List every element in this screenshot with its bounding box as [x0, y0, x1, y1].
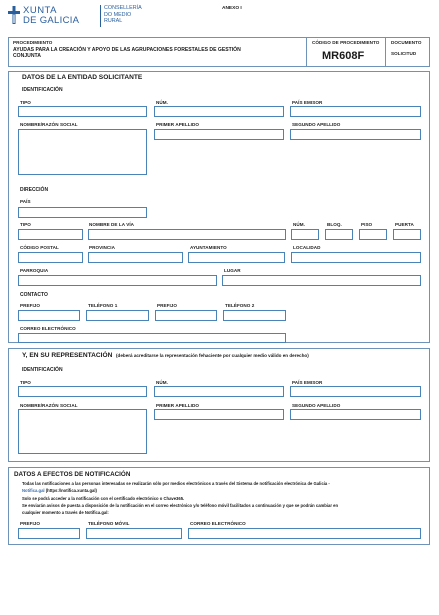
procedure-divider-2: [385, 37, 386, 67]
bloq-label: BLOQ.: [327, 222, 342, 227]
num-via-field[interactable]: [291, 229, 319, 240]
nombre-label: NOMBRE/RAZÓN SOCIAL: [20, 122, 78, 127]
rep-num-label: NÚM.: [156, 380, 168, 385]
representative-title: Y, EN SU REPRESENTACIÓN: [22, 352, 113, 359]
rep-nombre-field[interactable]: [18, 409, 147, 454]
address-title: DIRECCIÓN: [20, 187, 49, 193]
document-value: SOLICITUD: [391, 51, 417, 56]
annex-label: ANEXO I: [222, 6, 242, 11]
notifica-url: (https://notifica.xunta.gal): [44, 488, 97, 493]
pais-field[interactable]: [18, 207, 147, 218]
xunta-logo: [8, 5, 98, 29]
localidad-field[interactable]: [291, 252, 421, 263]
rep-primer-apellido-label: PRIMER APELLIDO: [156, 403, 199, 408]
puerta-field[interactable]: [393, 229, 421, 240]
notification-line4: Se enviarán avisos de puesta a disposición de la notificación en el correo electrónico y/o teléfono móvil facilitados a continuación y que se podrán cambiar en: [22, 503, 339, 508]
logo-line1: XUNTA: [23, 5, 57, 16]
correo-field[interactable]: [18, 333, 286, 343]
dept-line3: RURAL: [104, 18, 123, 24]
rep-primer-apellido-field[interactable]: [154, 409, 284, 420]
segundo-apellido-label: SEGUNDO APELLIDO: [292, 122, 341, 127]
rep-pais-emisor-label: PAÍS EMISOR: [292, 380, 323, 385]
tipo-field[interactable]: [18, 106, 147, 117]
num-via-label: NÚM.: [293, 222, 305, 227]
nombre-via-field[interactable]: [88, 229, 286, 240]
notif-prefijo-label: PREFIJO: [20, 521, 41, 526]
rep-num-field[interactable]: [154, 386, 284, 397]
segundo-apellido-field[interactable]: [290, 129, 421, 140]
provincia-field[interactable]: [88, 252, 183, 263]
procedure-label: PROCEDIMIENTO: [13, 40, 53, 45]
ayuntamiento-label: AYUNTAMIENTO: [190, 245, 227, 250]
codigo-postal-label: CÓDIGO POSTAL: [20, 245, 59, 250]
codigo-postal-field[interactable]: [18, 252, 83, 263]
xunta-cross-icon: [8, 6, 20, 24]
dept-line1: CONSELLERÍA: [104, 5, 142, 11]
rep-segundo-apellido-label: SEGUNDO APELLIDO: [292, 403, 341, 408]
prefijo1-field[interactable]: [18, 310, 80, 321]
tipo-via-field[interactable]: [18, 229, 83, 240]
bloq-field[interactable]: [325, 229, 353, 240]
num-field[interactable]: [154, 106, 284, 117]
tipo-via-label: TIPO: [20, 222, 31, 227]
notif-movil-field[interactable]: [86, 528, 182, 539]
lugar-label: LUGAR: [224, 268, 241, 273]
procedure-title-line2: CONJUNTA: [13, 53, 41, 59]
notif-correo-field[interactable]: [188, 528, 421, 539]
notification-line3: Solo se podrá acceder a la notificación con el certificado electrónico o Chave365.: [22, 496, 185, 501]
nombre-via-label: NOMBRE DE LA VÍA: [89, 222, 135, 227]
rep-identification-title: IDENTIFICACIÓN: [22, 367, 63, 373]
notification-line5: cualquier momento a través de Notifica.gal:: [22, 510, 109, 515]
pais-emisor-label: PAÍS EMISOR: [292, 100, 323, 105]
contact-title: CONTACTO: [20, 292, 48, 298]
telefono2-label: TELÉFONO 2: [225, 303, 255, 308]
notification-line2: [22, 488, 97, 493]
ayuntamiento-field[interactable]: [188, 252, 285, 263]
correo-label: CORREO ELECTRÓNICO: [20, 326, 76, 331]
procedure-title-line1: AYUDAS PARA LA CREACIÓN Y APOYO DE LAS AGRUPACIONES FORESTALES DE GESTIÓN: [13, 47, 241, 53]
rep-pais-emisor-field[interactable]: [290, 386, 421, 397]
piso-label: PISO: [361, 222, 373, 227]
rep-nombre-label: NOMBRE/RAZÓN SOCIAL: [20, 403, 78, 408]
procedure-code: MR608F: [322, 50, 365, 62]
notif-correo-label: CORREO ELECTRÓNICO: [190, 521, 246, 526]
document-label: DOCUMENTO: [391, 40, 422, 45]
notification-title: DATOS A EFECTOS DE NOTIFICACIÓN: [14, 471, 131, 478]
primer-apellido-field[interactable]: [154, 129, 284, 140]
department-name: [104, 5, 142, 25]
lugar-field[interactable]: [222, 275, 421, 286]
localidad-label: LOCALIDAD: [293, 245, 321, 250]
logo-divider: [100, 5, 101, 27]
representative-note: (deberá acreditarse la representación fehaciente por cualquier medio válido en derecho): [116, 353, 309, 358]
entity-section-title: DATOS DE LA ENTIDAD SOLICITANTE: [22, 74, 143, 81]
notification-line1: Todas las notificaciones a las personas interesadas se realizarán sólo por medios electrónicos a través del Sistema de notificación electrónica de Galicia -: [22, 481, 330, 486]
identification-title: IDENTIFICACIÓN: [22, 87, 63, 93]
rep-tipo-field[interactable]: [18, 386, 147, 397]
notifica-link[interactable]: Notifica.gal: [22, 488, 45, 493]
prefijo2-label: PREFIJO: [157, 303, 178, 308]
pais-emisor-field[interactable]: [290, 106, 421, 117]
telefono1-field[interactable]: [86, 310, 149, 321]
procedure-divider-1: [306, 37, 307, 67]
parroquia-label: PARROQUIA: [20, 268, 49, 273]
prefijo1-label: PREFIJO: [20, 303, 41, 308]
rep-segundo-apellido-field[interactable]: [290, 409, 421, 420]
rep-tipo-label: TIPO: [20, 380, 31, 385]
primer-apellido-label: PRIMER APELLIDO: [156, 122, 199, 127]
piso-field[interactable]: [359, 229, 387, 240]
num-label: NÚM.: [156, 100, 168, 105]
puerta-label: PUERTA: [395, 222, 414, 227]
provincia-label: PROVINCIA: [89, 245, 115, 250]
parroquia-field[interactable]: [18, 275, 217, 286]
notif-movil-label: TELÉFONO MÓVIL: [88, 521, 130, 526]
notif-prefijo-field[interactable]: [18, 528, 80, 539]
prefijo2-field[interactable]: [155, 310, 217, 321]
logo-line2: DE GALICIA: [23, 15, 80, 26]
tipo-label: TIPO: [20, 100, 31, 105]
telefono1-label: TELÉFONO 1: [88, 303, 118, 308]
dept-line2: DO MEDIO: [104, 11, 132, 18]
nombre-field[interactable]: [18, 129, 147, 175]
pais-label: PAÍS: [20, 199, 31, 204]
telefono2-field[interactable]: [223, 310, 286, 321]
procedure-code-label: CÓDIGO DE PROCEDIMIENTO: [312, 40, 380, 45]
